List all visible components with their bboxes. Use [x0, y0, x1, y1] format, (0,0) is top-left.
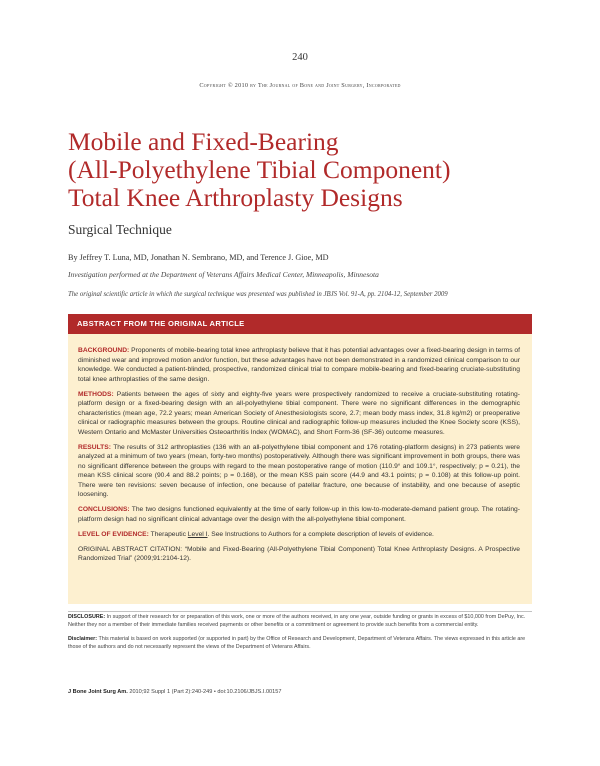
author-list: By Jeffrey T. Luna, MD, Jonathan N. Sembrano, MD, and Terence J. Gioe, MD [68, 253, 329, 262]
journal-citation [68, 689, 282, 695]
abstract-header: ABSTRACT FROM THE ORIGINAL ARTICLE [68, 314, 532, 334]
conclusions-text: The two designs functioned equivalently at the time of early follow-up in this low-to-moderate-demand patient group. The rotating-platform design had no significant clinical advantage over the design with the all-polyethylene tibial component. [78, 506, 520, 523]
page-number: 240 [292, 52, 308, 63]
abstract-level-of-evidence [78, 530, 520, 540]
disclaimer-note [68, 636, 532, 651]
level-of-evidence-link[interactable]: Level I [187, 530, 208, 538]
abstract-background [78, 346, 520, 384]
results-text: The results of 312 arthroplasties (136 with an all-polyethylene tibial component and 176 rotating-platform designs) in 273 patients were analyzed at a minimum of two years (mean, forty-two months) postoperatively. Although there was significant improvement in both groups, there was no significant difference between the groups with regard to the mean postoperative range of motion (110.9° and 109.1°, respectively; p = 0.21), the mean KSS clinical score (90.4 and 88.2 points; p = 0.168), or the mean KSS pain score (44.9 and 43.1 points; p = 0.108) at this follow-up point. There were ten revisions: seven because of infection, one because of patellar fracture, one because of instability, and one because of aseptic loosening. [78, 443, 520, 498]
conclusions-label: CONCLUSIONS: [78, 506, 130, 513]
abstract-box [68, 314, 532, 604]
abstract-results [78, 443, 520, 500]
title-line: Mobile and Fixed-Bearing [68, 127, 339, 156]
background-label: BACKGROUND: [78, 347, 130, 354]
footnote-divider [68, 611, 532, 612]
copyright-notice: Copyright © 2010 by The Journal of Bone and Joint Surgery, Incorporated [199, 82, 401, 89]
disclaimer-label: Disclaimer: [68, 636, 98, 643]
original-publication-note: The original scientific article in which the surgical technique was presented was published in JBJS Vol. 91-A, pp. 2104-12, September 2009 [68, 291, 448, 298]
footnotes [68, 614, 532, 658]
disclosure-note [68, 614, 532, 629]
evidence-label: LEVEL OF EVIDENCE: [78, 530, 149, 538]
abstract-methods [78, 390, 520, 438]
title-line: Total Knee Arthroplasty Designs [68, 183, 403, 212]
methods-text: Patients between the ages of sixty and eighty-five years were prospectively randomized to receive a cruciate-substituting rotating-platform design or a fixed-bearing design with an all-polyethylene tibial component. There were no significant differences in the demographic characteristics (mean age, 72.2 years; mean American Society of Anesthesiologists score, 2.7; mean body mass index, 31.8 kg/m2) or preoperative clinical or radiographic measures between the groups. Routine clinical and radiographic follow-up measures included the Knee Society score (KSS), Western Ontario and McMaster Universities Osteoarthritis Index (WOMAC), and Short Form-36 (SF-36) outcome measures. [78, 390, 520, 436]
abstract-original-citation [78, 545, 520, 564]
disclosure-label: DISCLOSURE: [68, 614, 106, 620]
journal-details: 2010;92 Suppl 1 (Part 2):240-249 • doi:10.2106/JBJS.I.00157 [127, 689, 282, 695]
disclosure-text: In support of their research for or preparation of this work, one or more of the authors received, in any one year, outside funding or grants in excess of $10,000 from DePuy, Inc. Neither they nor a member of their immediate families received payments or other benefits or a commitment or agreement to provide such benefits from a commercial entity. [68, 614, 526, 628]
methods-label: METHODS: [78, 390, 114, 398]
institution-note: Investigation performed at the Department of Veterans Affairs Medical Center, Minneapolis, Minnesota [68, 270, 379, 279]
background-text: Proponents of mobile-bearing total knee arthroplasty believe that it has potential advantages over a fixed-bearing design in terms of diminished wear and improved motion and/or function, but these advantages have not been demonstrated in a randomized clinical comparison to our knowledge. We conducted a patient-blinded, prospective, randomized clinical trial to compare mobile-bearing and fixed-bearing cruciate-substituting total knee arthroplasties of the same design. [78, 347, 521, 383]
results-label: RESULTS: [78, 443, 111, 451]
abstract-conclusions [78, 505, 520, 524]
article-title [68, 128, 548, 212]
journal-name: J Bone Joint Surg Am. [68, 689, 128, 695]
evidence-text-after: . See Instructions to Authors for a complete description of levels of evidence. [207, 530, 434, 538]
evidence-text-before: Therapeutic [150, 530, 188, 538]
disclaimer-text: This material is based on work supported (or supported in part) by the Office of Research and Development, Department of Veterans Affairs. The views expressed in this article are those of the authors and do not necessarily represent the views of the Department of Veterans Affairs. [68, 636, 526, 650]
article-subtitle: Surgical Technique [68, 222, 172, 237]
abstract-body [68, 334, 532, 564]
citation-text: “Mobile and Fixed-Bearing (All-Polyethylene Tibial Component) Total Knee Arthroplasty Designs. A Prospective Randomized Trial” (2009;91:2104-12). [78, 545, 521, 562]
title-line: (All-Polyethylene Tibial Component) [68, 155, 451, 184]
citation-label: ORIGINAL ABSTRACT CITATION: [78, 545, 183, 553]
